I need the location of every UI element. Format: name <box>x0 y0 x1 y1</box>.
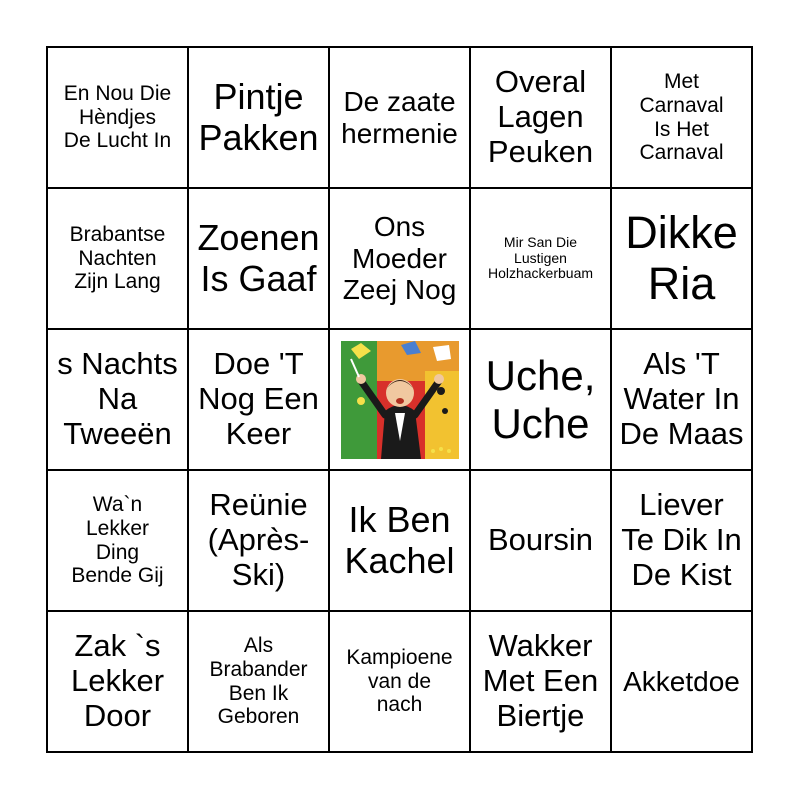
bingo-cell[interactable]: Als 'T Water In De Maas <box>611 329 752 470</box>
bingo-cell[interactable]: Uche, Uche <box>470 329 611 470</box>
bingo-cell[interactable]: De zaate hermenie <box>329 47 470 188</box>
bingo-cell[interactable]: Ik Ben Kachel <box>329 470 470 611</box>
bingo-cell[interactable]: Liever Te Dik In De Kist <box>611 470 752 611</box>
bingo-cell[interactable]: Dikke Ria <box>611 188 752 329</box>
bingo-cell[interactable]: Als Brabander Ben Ik Geboren <box>188 611 329 752</box>
bingo-cell[interactable]: En Nou Die Hèndjes De Lucht In <box>47 47 188 188</box>
carnival-conductor-image <box>341 341 459 459</box>
bingo-board <box>46 46 753 753</box>
bingo-cell[interactable]: Zak `s Lekker Door <box>47 611 188 752</box>
bingo-cell[interactable]: Met Carnaval Is Het Carnaval <box>611 47 752 188</box>
bingo-cell[interactable]: Pintje Pakken <box>188 47 329 188</box>
bingo-cell[interactable]: Reünie (Après- Ski) <box>188 470 329 611</box>
bingo-cell[interactable]: Kampioene van de nach <box>329 611 470 752</box>
bingo-cell[interactable]: Brabantse Nachten Zijn Lang <box>47 188 188 329</box>
bingo-cell[interactable]: Boursin <box>470 470 611 611</box>
bingo-cell[interactable]: Mir San Die Lustigen Holzhackerbuam <box>470 188 611 329</box>
bingo-cell[interactable]: Doe 'T Nog Een Keer <box>188 329 329 470</box>
bingo-cell[interactable]: Overal Lagen Peuken <box>470 47 611 188</box>
free-space[interactable] <box>329 329 470 470</box>
bingo-cell[interactable]: s Nachts Na Tweeën <box>47 329 188 470</box>
bingo-cell[interactable]: Wa`n Lekker Ding Bende Gij <box>47 470 188 611</box>
bingo-cell[interactable]: Wakker Met Een Biertje <box>470 611 611 752</box>
bingo-cell[interactable]: Akketdoe <box>611 611 752 752</box>
bingo-cell[interactable]: Ons Moeder Zeej Nog <box>329 188 470 329</box>
bingo-cell[interactable]: Zoenen Is Gaaf <box>188 188 329 329</box>
